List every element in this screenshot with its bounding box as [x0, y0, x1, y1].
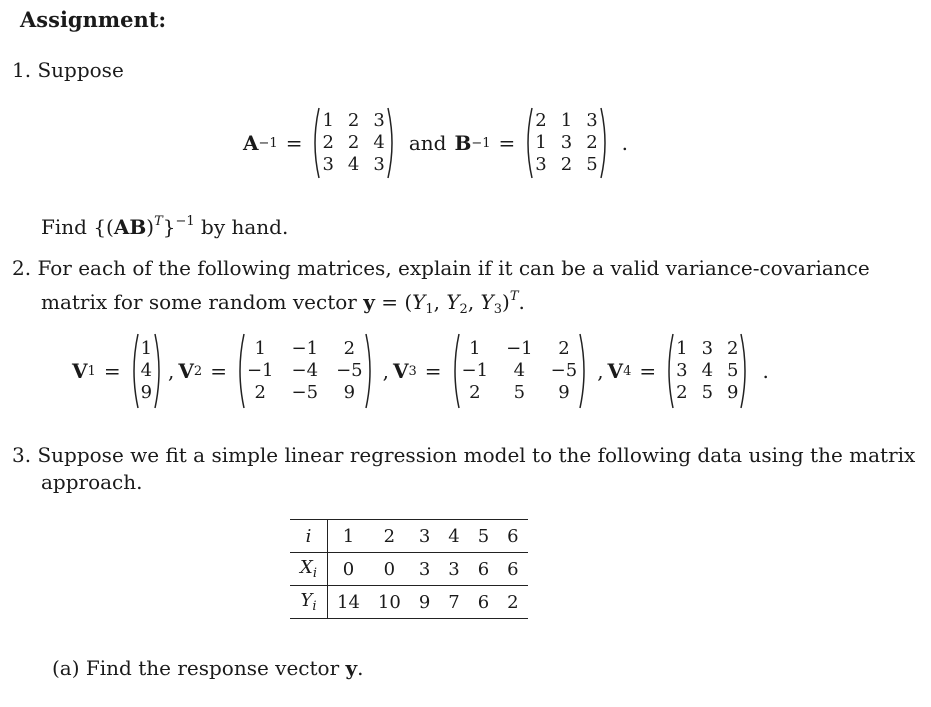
q1-number: 1. — [12, 58, 32, 82]
matrix-v4 — [664, 332, 750, 410]
v3-label: V — [392, 359, 409, 383]
row-header-x: $X_i$ — [290, 553, 328, 586]
matrix-entry: 2 — [560, 154, 573, 175]
matrix-a-inverse — [310, 106, 396, 180]
q3-number: 3. — [12, 443, 32, 467]
matrix-entry: 3 — [535, 154, 547, 175]
matrix-b-exp: −1 — [471, 135, 491, 151]
table-cell: 9 — [418, 591, 431, 613]
table-cell: 2 — [369, 520, 410, 553]
matrix-entry: 2 — [343, 338, 356, 359]
matrix-v2 — [235, 332, 375, 410]
matrix-v1 — [129, 332, 164, 410]
table-cell: 6 — [477, 591, 490, 613]
matrix-entry: 3 — [701, 338, 714, 359]
matrix-entry: 9 — [343, 382, 356, 403]
matrix-entry: 5 — [513, 382, 526, 403]
v1-sub: 1 — [87, 363, 96, 379]
part-a-end: . — [357, 656, 364, 680]
find-sup-t: T — [154, 214, 163, 229]
q1-find-text — [41, 208, 288, 241]
part-a-label: (a) — [52, 656, 80, 680]
part-a-vector: y — [345, 656, 358, 680]
table-cell: 0 — [328, 553, 369, 586]
matrix-entry: 3 — [373, 110, 385, 131]
matrix-entry: −1 — [506, 338, 533, 359]
table-cell: 3 — [439, 553, 468, 586]
q2-sup-t: T — [509, 289, 519, 304]
matrix-entry: 1 — [140, 338, 153, 359]
matrix-v3-grid — [460, 339, 580, 403]
q2-eq: = ( — [374, 290, 413, 314]
table-cell: 6 — [498, 520, 527, 553]
table-cell: 7 — [448, 591, 460, 613]
matrix-entry: −5 — [550, 360, 578, 381]
find-end: by hand. — [194, 215, 289, 239]
matrix-entry: 2 — [347, 110, 360, 131]
matrix-v1-grid — [139, 339, 154, 403]
matrix-a-label: A — [243, 131, 259, 155]
table-row-y — [290, 586, 528, 619]
q2-text1: For each of the following matrices, explain if it can be a valid variance-covariance — [37, 256, 870, 280]
q2-line2-pre: matrix for some random vector — [41, 290, 357, 314]
q1-intro: Suppose — [37, 58, 124, 82]
matrix-entry: −5 — [336, 360, 363, 381]
table-cell: 3 — [410, 520, 439, 553]
row-header-i: i — [290, 520, 328, 553]
q2-close: ) — [502, 290, 510, 314]
table-cell: 5 — [469, 520, 498, 553]
matrix-entry: 3 — [586, 110, 598, 131]
assignment-heading: Assignment: — [20, 7, 167, 32]
find-mid: ) — [146, 215, 155, 239]
find-pre: Find {( — [41, 215, 114, 239]
and-text: and — [408, 131, 447, 155]
find-post: } — [162, 215, 176, 239]
matrix-entry: −1 — [246, 360, 274, 381]
matrix-entry: 9 — [558, 382, 570, 403]
row-header-y: $Y_i$ — [290, 586, 328, 619]
matrix-entry: 3 — [373, 154, 385, 175]
find-ab: AB — [113, 215, 147, 239]
matrix-v4-grid — [674, 339, 740, 403]
matrix-entry: 3 — [322, 154, 334, 175]
q2-number: 2. — [12, 256, 32, 280]
v4-label: V — [607, 359, 624, 383]
matrix-entry: −4 — [291, 360, 319, 381]
table-cell: 0 — [369, 553, 410, 586]
v2-sub: 2 — [193, 363, 203, 379]
table-cell: 14 — [337, 591, 360, 613]
matrix-entry: 1 — [254, 338, 266, 359]
matrix-entry: −1 — [291, 338, 319, 359]
q2-vector-y: y — [363, 290, 375, 314]
matrix-entry: 2 — [347, 132, 360, 153]
matrix-b-label: B — [454, 131, 472, 155]
data-table — [290, 519, 528, 619]
matrix-entry: 5 — [701, 382, 714, 403]
q3-part-a — [52, 655, 363, 682]
matrix-v2-grid — [245, 339, 365, 403]
matrix-entry: 5 — [727, 360, 739, 381]
q2-line2: matrix for some random vector $y = (Y_1$, $Y_2$, $Y_3)^T$. — [41, 289, 525, 317]
matrix-entry: 4 — [347, 154, 360, 175]
matrix-entry: 2 — [254, 382, 266, 403]
v2-label: V — [178, 359, 194, 383]
matrix-entry: 9 — [140, 382, 153, 403]
matrix-entry: 1 — [560, 110, 573, 131]
q3-line2: approach. — [41, 470, 143, 494]
table-cell: 10 — [377, 591, 401, 613]
matrix-entry: 3 — [676, 360, 688, 381]
table-cell: 1 — [328, 520, 369, 553]
matrix-b-grid — [533, 111, 599, 175]
matrix-entry: 2 — [322, 132, 334, 153]
table-cell: 3 — [410, 553, 439, 586]
matrix-entry: 2 — [727, 338, 739, 359]
matrix-entry: 4 — [701, 360, 714, 381]
table-cell: 4 — [439, 520, 468, 553]
matrix-entry: 1 — [535, 132, 547, 153]
matrix-entry: 2 — [558, 338, 570, 359]
matrix-a-grid — [320, 111, 386, 175]
q3-text1: Suppose we fit a simple linear regression model to the following data using the matrix — [37, 443, 916, 467]
table-row-x — [290, 553, 528, 586]
matrix-entry: 4 — [513, 360, 526, 381]
table-cell: 6 — [469, 553, 498, 586]
q2-matrices: V 1 = 1 4 9 , V 2 = 1 −1 2 −1 −4 −5 2 −5 9 , V 3 = 1 −1 2 −1 4 −5 2 5 9 , V 4 = 1 3 2 3 4 5 2 5 9 . — [72, 329, 769, 413]
q3-line1 — [12, 442, 915, 469]
matrix-entry: 1 — [469, 338, 481, 359]
matrix-entry: 4 — [373, 132, 385, 153]
part-a-text: Find the response vector — [85, 656, 340, 680]
matrix-entry: 2 — [676, 382, 688, 403]
matrix-entry: 4 — [140, 360, 153, 381]
table-row-i — [290, 520, 528, 553]
matrix-entry: 2 — [469, 382, 481, 403]
v1-label: V — [72, 359, 88, 383]
matrix-entry: 1 — [322, 110, 334, 131]
q2-line1 — [12, 255, 870, 282]
matrix-b-inverse — [523, 106, 609, 180]
q1-intro-line — [12, 57, 124, 84]
v3-sub: 3 — [408, 363, 417, 379]
table-cell: 2 — [507, 591, 519, 613]
matrix-entry: −5 — [291, 382, 319, 403]
matrix-a-exp: −1 — [258, 135, 278, 151]
q1-matrices: A −1 = 1 2 3 2 2 4 3 4 3 and B −1 = 2 1 3 1 3 2 3 2 5 . — [243, 103, 628, 183]
matrix-entry: 9 — [727, 382, 739, 403]
matrix-v3 — [450, 332, 590, 410]
matrix-entry: 3 — [560, 132, 573, 153]
v4-sub: 4 — [623, 363, 632, 379]
matrix-entry: 2 — [535, 110, 547, 131]
matrix-entry: 1 — [676, 338, 688, 359]
matrix-entry: 5 — [586, 154, 598, 175]
table-cell: 6 — [498, 553, 527, 586]
matrix-entry: −1 — [461, 360, 489, 381]
matrix-entry: 2 — [586, 132, 598, 153]
find-sup-inv: −1 — [175, 214, 195, 229]
